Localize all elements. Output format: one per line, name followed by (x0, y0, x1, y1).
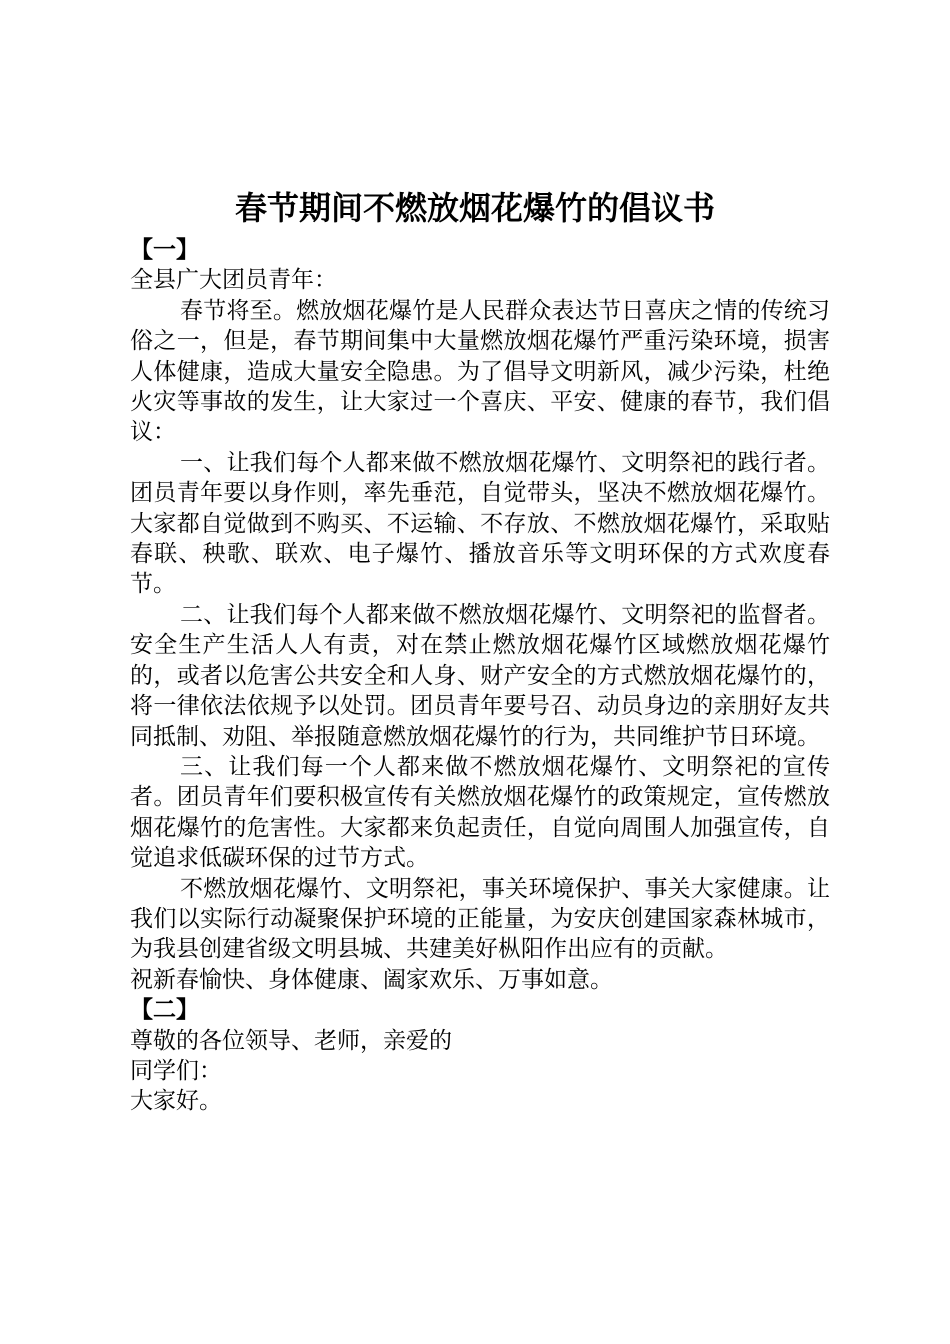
greeting-line-2: 同学们： (130, 1057, 222, 1084)
closing-wish: 祝新春愉快、身体健康、阖家欢乐、万事如意。 (130, 966, 613, 993)
section-marker-1: 【一】 (130, 237, 199, 263)
paragraph-conclusion: 不燃放烟花爆竹、文明祭祀，事关环境保护、事关大家健康。让我们以实际行动凝聚保护环境的正能量，为安庆创建国家森林城市，为我县创建省级文明县城、共建美好枞阳作出应有的贡献。 (130, 875, 830, 963)
section-marker-2: 【二】 (130, 997, 199, 1024)
paragraph-proposal-1: 一、让我们每个人都来做不燃放烟花爆竹、文明祭祀的践行者。团员青年要以身作则，率先垂范，自觉带头，坚决不燃放烟花爆竹。大家都自觉做到不购买、不运输、不存放、不燃放烟花爆竹，采取贴春联、秧歌、联欢、电子爆竹、播放音乐等文明环保的方式欢度春节。 (130, 449, 830, 598)
greeting-line-1: 尊敬的各位领导、老师，亲爱的 (130, 1027, 452, 1054)
document-title: 春节期间不燃放烟花爆竹的倡议书 (234, 189, 715, 227)
paragraph-intro: 春节将至。燃放烟花爆竹是人民群众表达节日喜庆之情的传统习俗之一，但是，春节期间集中大量燃放烟花爆竹严重污染环境，损害人体健康，造成大量安全隐患。为了倡导文明新风，减少污染，杜绝火灾等事故的发生，让大家过一个喜庆、平安、健康的春节，我们倡议： (130, 297, 830, 446)
paragraph-proposal-2: 二、让我们每个人都来做不燃放烟花爆竹、文明祭祀的监督者。安全生产生活人人有责，对在禁止燃放烟花爆竹区域燃放烟花爆竹的，或者以危害公共安全和人身、财产安全的方式燃放烟花爆竹的，将一律依法依规予以处罚。团员青年要号召、动员身边的亲朋好友共同抵制、劝阻、举报随意燃放烟花爆竹的行为，共同维护节日环境。 (130, 601, 830, 750)
salutation: 全县广大团员青年： (130, 267, 337, 294)
document-body (130, 235, 830, 1117)
greeting-line-3: 大家好。 (130, 1088, 222, 1115)
paragraph-proposal-3: 三、让我们每一个人都来做不燃放烟花爆竹、文明祭祀的宣传者。团员青年们要积极宣传有关燃放烟花爆竹的政策规定，宣传燃放烟花爆竹的危害性。大家都来负起责任，自觉向周围人加强宣传，自觉追求低碳环保的过节方式。 (130, 753, 830, 872)
